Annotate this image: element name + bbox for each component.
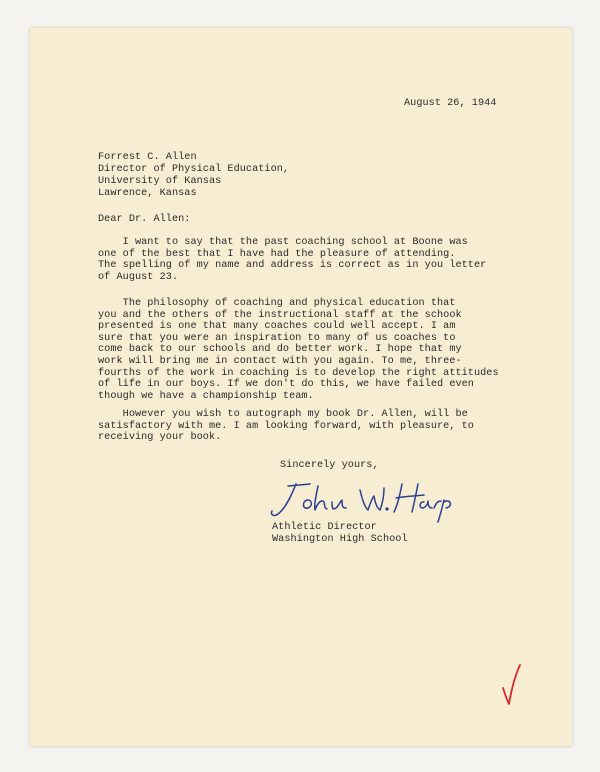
body-paragraph-3 (98, 409, 528, 444)
body-line: sure that you were an inspiration to many of us coaches to (98, 332, 456, 344)
letter-sheet (30, 28, 572, 746)
body-line: you and the others of the instructional staff at the schook (98, 309, 462, 321)
body-paragraph-2 (98, 298, 528, 402)
body-line: receiving your book. (98, 432, 222, 444)
recipient-institution: University of Kansas (98, 176, 222, 187)
body-line: one of the best that I have had the pleasure of attending. (98, 248, 456, 260)
closing: Sincerely yours, (280, 460, 379, 471)
salutation: Dear Dr. Allen: (98, 214, 191, 225)
letter-date: August 26, 1944 (404, 98, 497, 109)
signer-organization: Washington High School (272, 534, 408, 545)
body-line: fourths of the work in coaching is to develop the right attitudes (98, 367, 499, 379)
body-line: come back to our schools and do better work. I hope that my (98, 344, 462, 356)
body-line: However you wish to autograph my book Dr. Allen, will be (98, 409, 468, 420)
check-mark-icon (500, 662, 524, 708)
recipient-title: Director of Physical Education, (98, 164, 290, 175)
body-line: satisfactory with me. I am looking forward, with pleasure, to (98, 420, 474, 432)
body-line: The spelling of my name and address is correct as in you letter (98, 260, 487, 272)
recipient-city: Lawrence, Kansas (98, 188, 197, 199)
body-line: of life in our boys. If we don't do this, we have failed even (98, 379, 474, 391)
body-line: though we have a championship team. (98, 390, 314, 402)
body-line: The philosophy of coaching and physical education that (98, 298, 456, 309)
body-line: presented is one that many coaches could well accept. I am (98, 321, 456, 333)
signer-title: Athletic Director (272, 522, 377, 533)
recipient-name: Forrest C. Allen (98, 152, 197, 163)
body-line: work will bring me in contact with you again. To me, three- (98, 355, 462, 367)
body-paragraph-1 (98, 237, 528, 283)
body-line: of August 23. (98, 271, 179, 283)
handwritten-signature (266, 478, 466, 523)
body-line: I want to say that the past coaching school at Boone was (98, 237, 468, 248)
